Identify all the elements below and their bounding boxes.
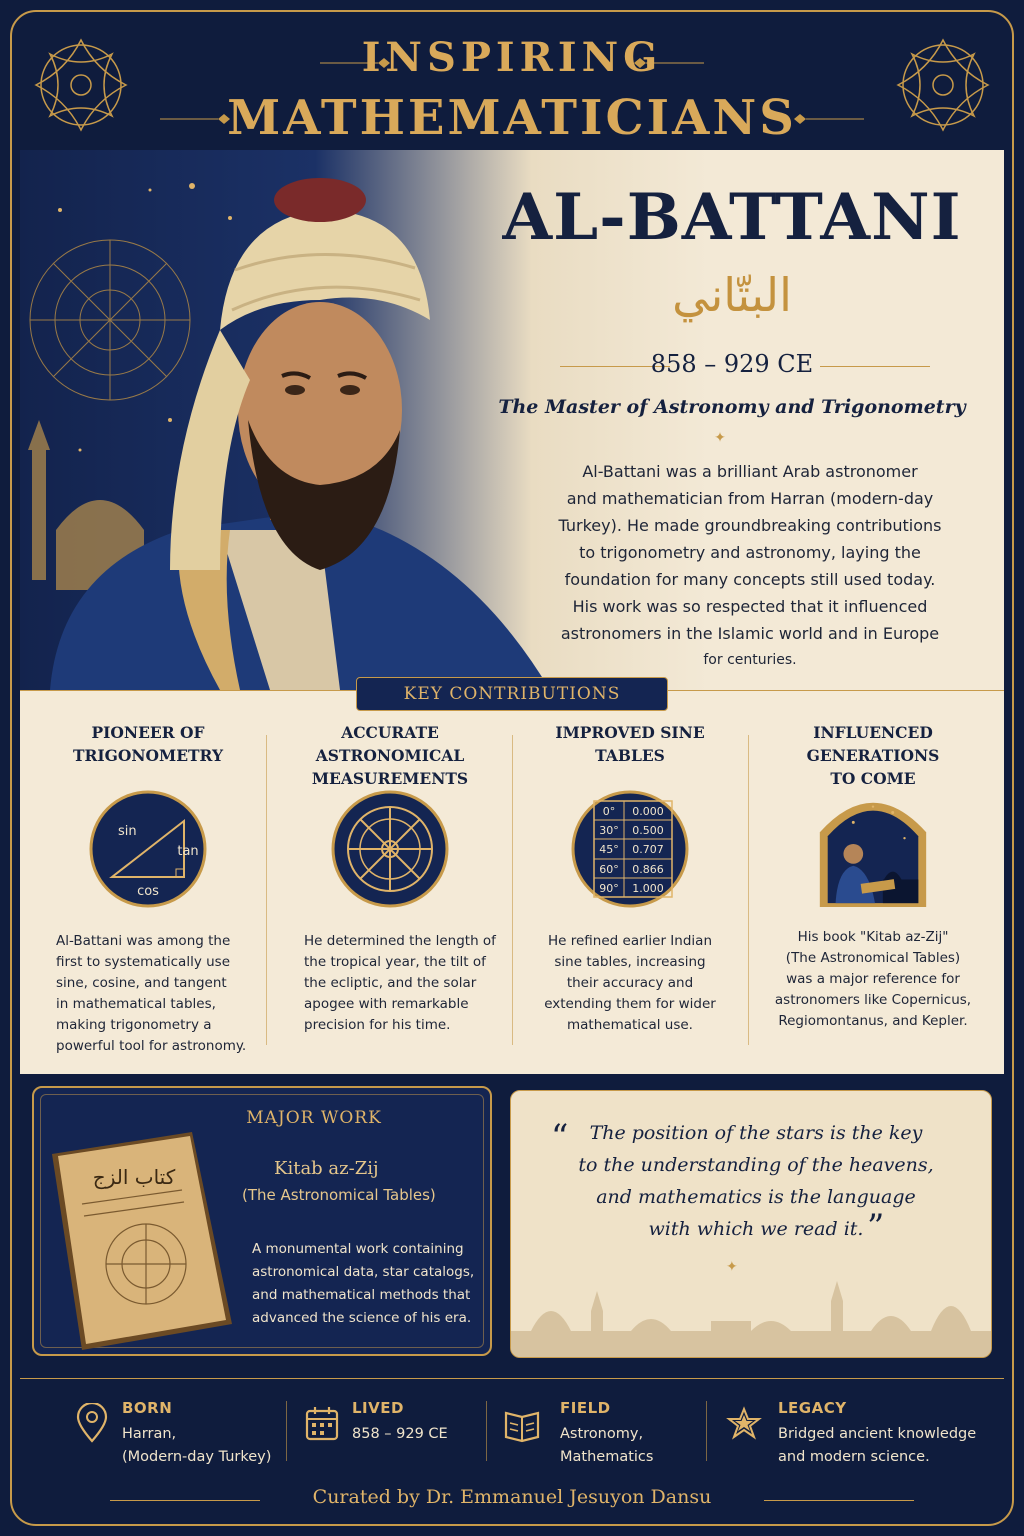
header — [20, 20, 1004, 148]
column-divider — [266, 735, 267, 1045]
key-contributions-banner: KEY CONTRIBUTIONS — [356, 677, 668, 711]
info-born — [74, 1397, 294, 1467]
text-line: in mathematical tables, — [56, 996, 216, 1012]
table-angle: 30° — [599, 824, 619, 837]
contribution-title — [508, 721, 752, 771]
table-value: 0.866 — [632, 863, 664, 876]
text-line: mathematical use. — [567, 1017, 693, 1033]
quote-line: to the understanding of the heavens, — [578, 1154, 934, 1176]
table-value: 0.707 — [632, 843, 664, 856]
info-divider — [486, 1401, 487, 1461]
bio-line: foundation for many concepts still used today. — [564, 570, 936, 589]
info-divider — [286, 1401, 287, 1461]
contribution-card — [268, 721, 512, 1061]
text-line: precision for his time. — [304, 1017, 451, 1033]
bio-line: to trigonometry and astronomy, laying the — [579, 543, 921, 562]
astrolabe-icon — [330, 789, 450, 909]
quote-line: The position of the stars is the key — [589, 1122, 923, 1144]
bio-line: astronomers in the Islamic world and in Europe — [560, 624, 940, 643]
scholar-window-icon — [813, 783, 933, 911]
info-line: and modern science. — [778, 1449, 930, 1465]
sin-label: sin — [118, 824, 137, 839]
divider-line — [820, 366, 930, 367]
quote-line: with which we read it. — [648, 1218, 864, 1240]
contribution-card — [508, 721, 752, 1061]
star-icon — [726, 1403, 762, 1443]
info-line: Harran, — [122, 1426, 177, 1442]
info-lived — [304, 1397, 484, 1467]
info-field — [504, 1397, 704, 1467]
major-work-panel — [32, 1086, 492, 1356]
info-line: (Modern-day Turkey) — [122, 1449, 272, 1465]
close-quote-mark: ” — [867, 1207, 885, 1247]
manuscript-book-icon — [42, 1124, 242, 1354]
major-work-description — [252, 1238, 482, 1330]
text-line: apogee with remarkable — [304, 996, 469, 1012]
bio-line: Al-Battani was a brilliant Arab astronomer — [582, 462, 918, 481]
info-line: Mathematics — [560, 1449, 654, 1465]
info-label: LIVED — [352, 1399, 404, 1417]
table-value: 0.500 — [632, 824, 664, 837]
major-work-book-subtitle: (The Astronomical Tables) — [242, 1186, 436, 1204]
bio-line: His work was so respected that it influenced — [572, 597, 928, 616]
cos-label: cos — [137, 884, 159, 899]
table-angle: 45° — [599, 843, 619, 856]
table-angle: 90° — [599, 882, 619, 895]
info-value — [560, 1423, 700, 1469]
diamond-ornament-icon: ✦ — [726, 1259, 738, 1275]
info-value — [122, 1423, 302, 1469]
open-quote-mark: “ — [551, 1117, 569, 1157]
skyline-silhouette-icon — [511, 1271, 992, 1358]
contribution-text — [508, 931, 752, 1036]
bio-line: for centuries. — [703, 652, 797, 668]
book-arabic-title: كتاب الزج — [92, 1165, 176, 1189]
calendar-icon — [304, 1403, 340, 1443]
tan-label: tan — [177, 844, 199, 859]
table-angle: 0° — [602, 805, 616, 818]
bio-line: Turkey). He made groundbreaking contributions — [558, 516, 942, 535]
info-legacy — [726, 1397, 996, 1467]
table-value: 1.000 — [632, 882, 664, 895]
title-line: TABLES — [595, 746, 665, 765]
mathematician-name: AL-BATTANI — [502, 180, 962, 255]
title-line: PIONEER OF — [91, 723, 205, 742]
info-line: 858 – 929 CE — [352, 1426, 448, 1442]
header-title-line2: MATHEMATICIANS — [227, 90, 797, 146]
title-line: ACCURATE ASTRONOMICAL — [315, 723, 465, 765]
hero-section — [20, 150, 1004, 690]
title-line: IMPROVED SINE — [555, 723, 705, 742]
header-title-line1: INSPIRING — [361, 34, 663, 81]
bio-line: and mathematician from Harran (modern-day — [566, 489, 934, 508]
curated-by: Curated by Dr. Emmanuel Jesuyon Dansu — [312, 1486, 712, 1508]
info-bar — [20, 1378, 1004, 1478]
text-line: extending them for wider — [544, 996, 716, 1012]
desc-line: astronomical data, star catalogs, — [252, 1264, 475, 1280]
text-line: sine, cosine, and tangent — [56, 975, 227, 991]
info-value — [778, 1423, 998, 1469]
contribution-card — [26, 721, 270, 1061]
major-work-book-title: Kitab az-Zij — [274, 1158, 379, 1179]
info-label: FIELD — [560, 1399, 611, 1417]
desc-line: advanced the science of his era. — [252, 1310, 472, 1326]
key-contributions-section — [20, 684, 1004, 1074]
contribution-card — [748, 721, 998, 1061]
info-label: BORN — [122, 1399, 173, 1417]
text-line: was a major reference for — [786, 971, 960, 987]
major-work-title: MAJOR WORK — [246, 1108, 382, 1128]
desc-line: and mathematical methods that — [252, 1287, 471, 1303]
text-line: the ecliptic, and the solar — [304, 975, 477, 991]
info-label: LEGACY — [778, 1399, 847, 1417]
desc-line: A monumental work containing — [252, 1241, 464, 1257]
quote-text — [551, 1117, 961, 1245]
contribution-title — [26, 721, 270, 771]
open-book-icon — [504, 1403, 540, 1443]
quote-line: and mathematics is the language — [596, 1186, 916, 1208]
location-pin-icon — [74, 1403, 110, 1443]
text-line: sine tables, increasing — [554, 954, 706, 970]
contribution-text — [268, 931, 512, 1036]
contribution-text — [748, 927, 998, 1032]
info-line: Bridged ancient knowledge — [778, 1426, 977, 1442]
quote-panel — [510, 1090, 992, 1358]
text-line: powerful tool for astronomy. — [56, 1038, 247, 1054]
hero-subtitle: The Master of Astronomy and Trigonometry — [498, 396, 966, 418]
text-line: Al-Battani was among the — [56, 933, 231, 949]
text-line: Regiomontanus, and Kepler. — [778, 1013, 968, 1029]
info-divider — [706, 1401, 707, 1461]
table-angle: 60° — [599, 863, 619, 876]
contribution-title — [268, 721, 512, 788]
info-line: Astronomy, — [560, 1426, 644, 1442]
arabic-name: البتّاني — [672, 268, 792, 322]
title-line: TO COME — [830, 769, 916, 788]
text-line: first to systematically use — [56, 954, 231, 970]
title-line: INFLUENCED GENERATIONS — [806, 723, 940, 765]
contribution-title — [748, 721, 998, 788]
title-line: MEASUREMENTS — [311, 769, 469, 788]
text-line: the tropical year, the tilt of — [304, 954, 486, 970]
text-line: making trigonometry a — [56, 1017, 212, 1033]
table-value: 0.000 — [632, 805, 664, 818]
text-line: their accuracy and — [566, 975, 694, 991]
sine-table-icon — [570, 789, 690, 909]
text-line: He refined earlier Indian — [548, 933, 712, 949]
biography — [530, 458, 970, 674]
text-line: He determined the length of — [304, 933, 496, 949]
contribution-text — [26, 931, 270, 1057]
text-line: (The Astronomical Tables) — [785, 950, 961, 966]
diamond-ornament-icon: ✦ — [714, 430, 726, 446]
title-line: TRIGONOMETRY — [72, 746, 224, 765]
info-value — [352, 1423, 482, 1446]
text-line: astronomers like Copernicus, — [774, 992, 972, 1008]
triangle-icon — [88, 789, 208, 909]
divider-line — [764, 1500, 914, 1501]
text-line: His book "Kitab az-Zij" — [797, 929, 949, 945]
life-years: 858 – 929 CE — [650, 350, 814, 378]
